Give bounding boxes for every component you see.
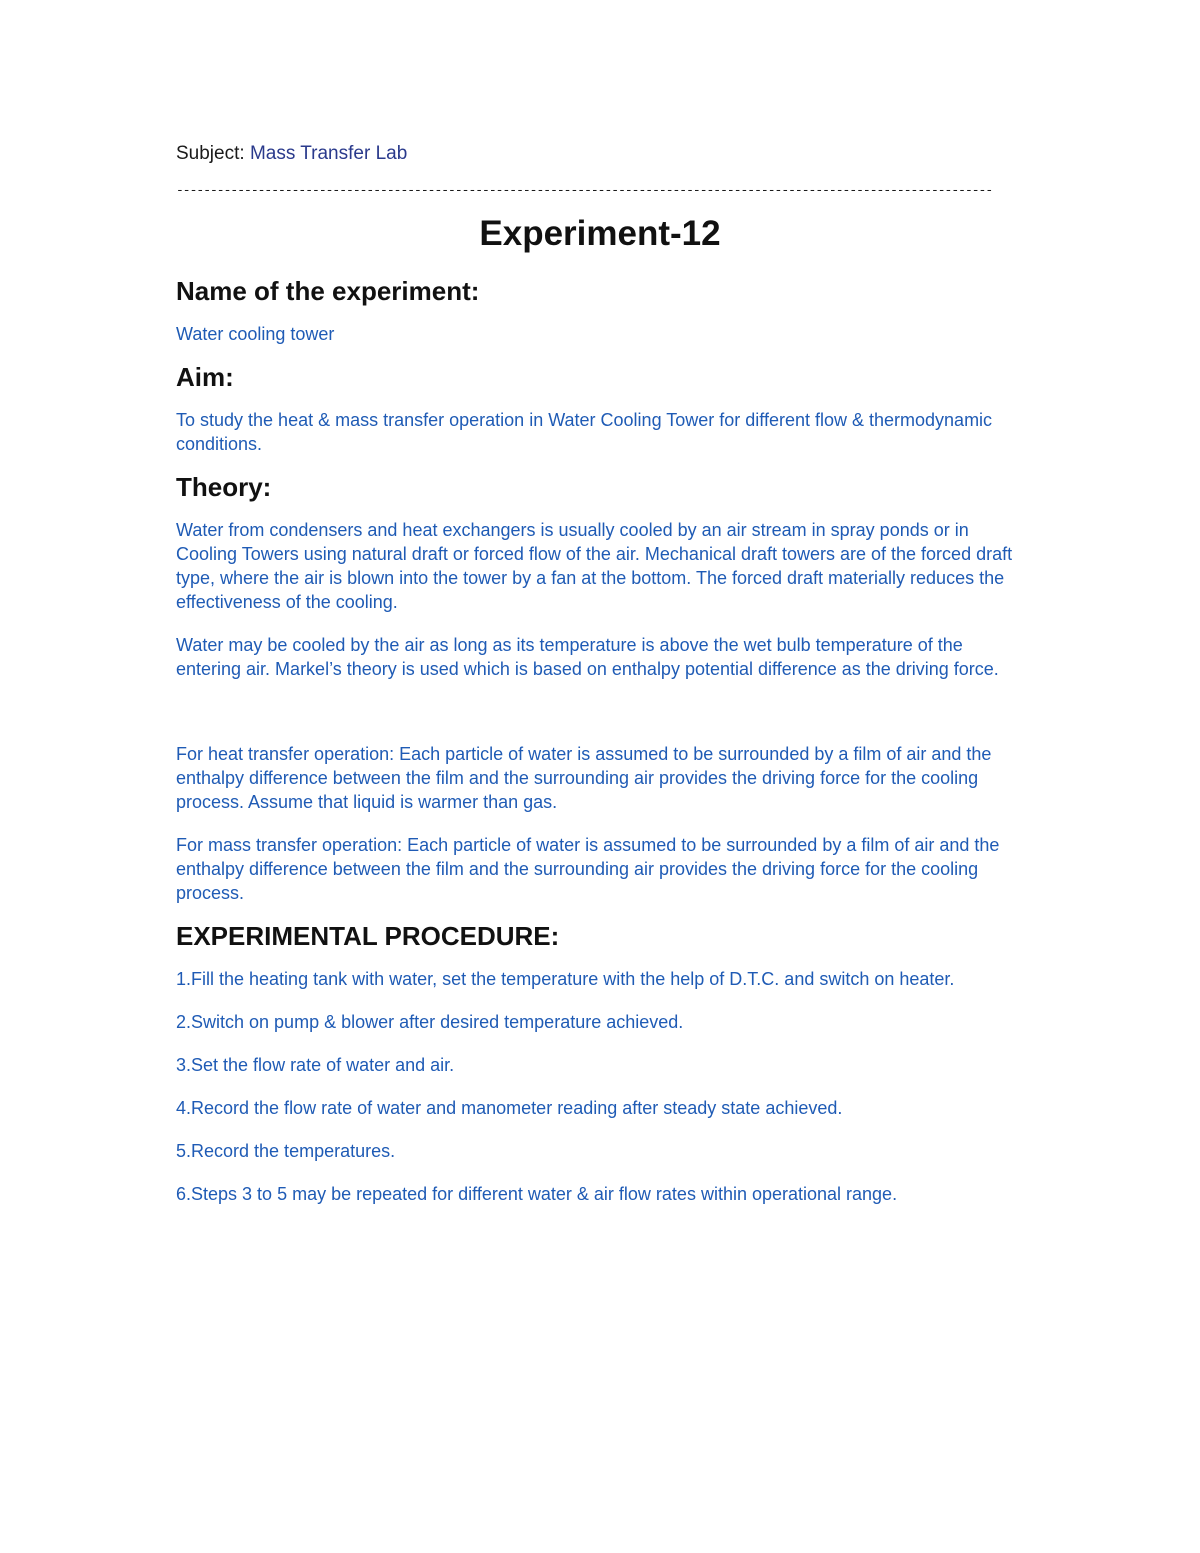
experiment-name: Water cooling tower xyxy=(176,324,335,344)
name-heading: Name of the experiment: xyxy=(176,276,480,306)
procedure-step: 2.Switch on pump & blower after desired temperature achieved. xyxy=(176,1012,684,1032)
theory-paragraph: For mass transfer operation: Each particle of water is assumed to be surrounded by a film of air and the enthalpy difference between the film and the surrounding air provides the driving force for the cooling process. xyxy=(176,835,1000,903)
theory-paragraph: Water from condensers and heat exchangers is usually cooled by an air stream in spray ponds or in Cooling Towers using natural draft or forced flow of the air. Mechanical draft towers are of the forced draft type, where the air is blown into the tower by a fan at the bottom. The forced draft materially reduces the effectiveness of the cooling. xyxy=(176,520,1013,612)
subject-label: Subject: xyxy=(176,143,245,164)
theory-paragraph: For heat transfer operation: Each particle of water is assumed to be surrounded by a film of air and the enthalpy difference between the film and the surrounding air provides the driving force for the cooling process. Assume that liquid is warmer than gas. xyxy=(176,744,992,812)
aim-heading: Aim: xyxy=(176,362,234,392)
aim-text: To study the heat & mass transfer operation in Water Cooling Tower for different flow & thermodynamic conditions. xyxy=(176,410,993,454)
procedure-step: 1.Fill the heating tank with water, set the temperature with the help of D.T.C. and switch on heater. xyxy=(176,969,955,989)
procedure-step: 5.Record the temperatures. xyxy=(176,1141,396,1161)
subject-value: Mass Transfer Lab xyxy=(249,143,408,164)
procedure-step: 6.Steps 3 to 5 may be repeated for different water & air flow rates within operational range. xyxy=(176,1184,898,1204)
subject-line xyxy=(176,140,1026,168)
procedure-heading: EXPERIMENTAL PROCEDURE: xyxy=(176,921,560,951)
theory-heading: Theory: xyxy=(176,472,272,502)
procedure-step: 3.Set the flow rate of water and air. xyxy=(176,1055,455,1075)
procedure-step: 4.Record the flow rate of water and manometer reading after steady state achieved. xyxy=(176,1098,843,1118)
separator-line: ------------------------------------------------------------------------------------------------------------------------ xyxy=(176,184,993,198)
document-content xyxy=(176,140,1026,1206)
theory-paragraph: Water may be cooled by the air as long as its temperature is above the wet bulb temperature of the entering air. Markel’s theory is used which is based on enthalpy potential difference as the driving force. xyxy=(176,635,999,679)
experiment-title: Experiment-12 xyxy=(479,214,721,253)
